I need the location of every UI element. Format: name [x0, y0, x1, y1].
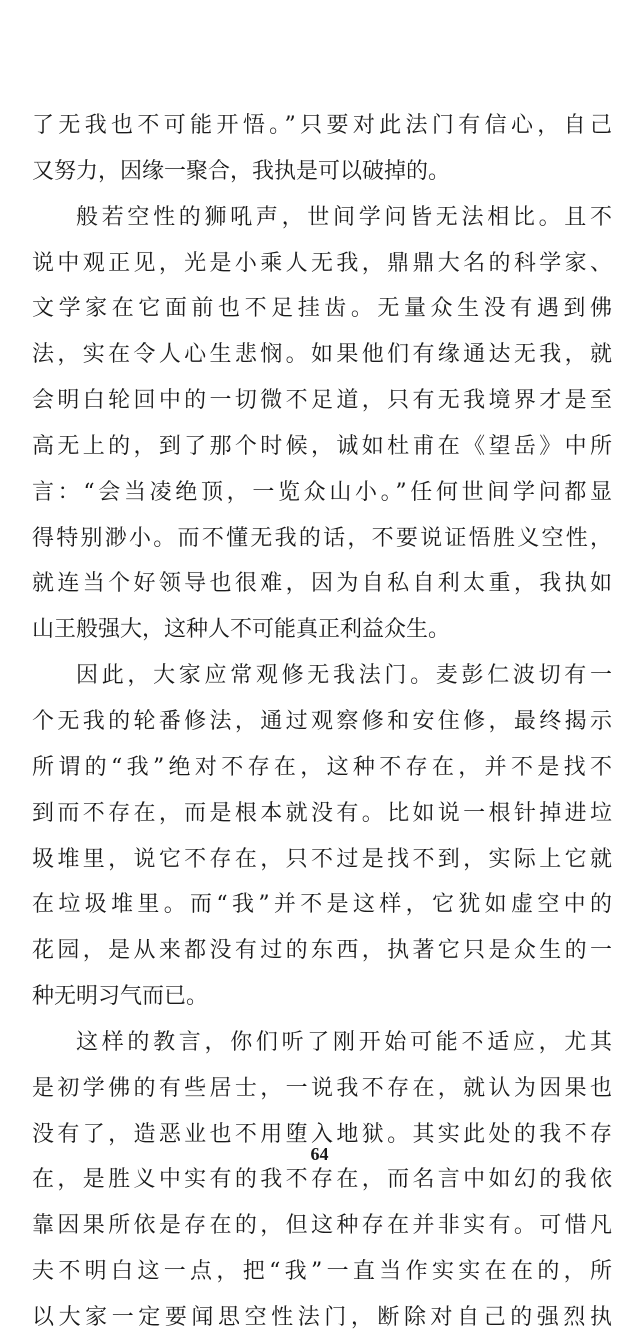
- text-line: 在，是胜义中实有的我不存在，而名言中如幻的我依: [32, 1167, 612, 1193]
- text-line: 所谓的“我”绝对不存在，这种不存在，并不是找不: [32, 754, 612, 780]
- text-line: 夫不明白这一点，把“我”一直当作实实在在的，所: [32, 1259, 612, 1285]
- text-line: 个无我的轮番修法，通过观察修和安住修，最终揭示: [32, 708, 612, 734]
- paragraph-first-line: 般若空性的狮吼声，世间学问皆无法相比。且不: [76, 204, 612, 230]
- text-line: 山王般强大，这种人不可能真正利益众生。: [32, 617, 451, 643]
- text-line: 是初学佛的有些居士，一说我不存在，就认为因果也: [32, 1075, 612, 1101]
- text-line: 说中观正见，光是小乘人无我，鼎鼎大名的科学家、: [32, 250, 612, 276]
- text-line: 法，实在令人心生悲悯。如果他们有缘通达无我，就: [32, 342, 612, 368]
- paragraph-first-line: 这样的教言，你们听了刚开始可能不适应，尤其: [76, 1029, 612, 1055]
- text-line: 圾堆里，说它不存在，只不过是找不到，实际上它就: [32, 846, 612, 872]
- text-line: 就连当个好领导也很难，因为自私自利太重，我执如: [32, 571, 612, 597]
- paragraph-first-line: 因此，大家应常观修无我法门。麦彭仁波切有一: [76, 663, 612, 689]
- text-line: 又努力，因缘一聚合，我执是可以破掉的。: [32, 158, 451, 184]
- text-line: 花园，是从来都没有过的东西，执著它只是众生的一: [32, 938, 612, 964]
- text-line: 言：“会当凌绝顶，一览众山小。”任何世间学问都显: [32, 479, 612, 505]
- text-line: 高无上的，到了那个时候，诚如杜甫在《望岳》中所: [32, 433, 612, 459]
- text-line: 文学家在它面前也不足挂齿。无量众生没有遇到佛: [32, 296, 612, 322]
- text-line: 得特别渺小。而不懂无我的话，不要说证悟胜义空性，: [32, 525, 612, 551]
- text-line: 了无我也不可能开悟。”只要对此法门有信心，自己: [32, 113, 612, 138]
- text-line: 在垃圾堆里。而“我”并不是这样，它犹如虚空中的: [32, 892, 612, 918]
- text-line: 会明白轮回中的一切微不足道，只有无我境界才是至: [32, 388, 612, 414]
- text-line: 到而不存在，而是根本就没有。比如说一根针掉进垃: [32, 800, 612, 826]
- text-line: 以大家一定要闻思空性法门，断除对自己的强烈执: [32, 1304, 612, 1330]
- text-line: 靠因果所依是存在的，但这种存在并非实有。可惜凡: [32, 1213, 612, 1239]
- page-number: 64: [310, 1144, 329, 1164]
- text-line: 种无明习气而已。: [32, 984, 209, 1010]
- text-line: 没有了，造恶业也不用堕入地狱。其实此处的我不存: [32, 1121, 612, 1147]
